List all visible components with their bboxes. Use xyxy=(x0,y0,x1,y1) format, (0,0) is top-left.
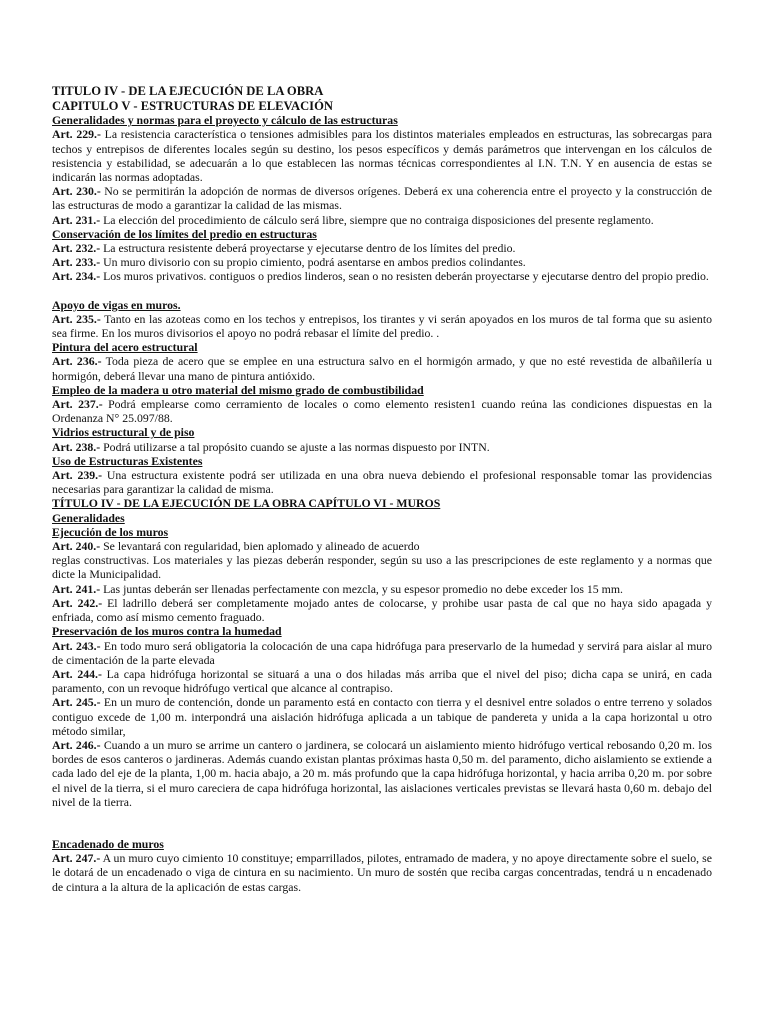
chapter-heading: CAPITULO V - ESTRUCTURAS DE ELEVACIÓN xyxy=(52,98,333,113)
article-237 xyxy=(52,397,712,425)
article-text: La elección del procedimiento de cálculo será libre, siempre que no contraiga disposiciones del presente reglamento. xyxy=(100,212,654,227)
article-text: Un muro divisorio con su propio cimiento, podrá asentarse en ambos predios colindantes. xyxy=(100,255,526,270)
article-239 xyxy=(52,468,712,496)
section-heading-vidrios: Vidrios estructural y de piso xyxy=(52,425,195,440)
article-text: No se permitirán la adopción de normas de diversos orígenes. Deberá ex una coherencia entre el proyecto y la construcción de las estructuras de modo a garantizar la calidad de las mismas. xyxy=(52,184,712,213)
article-247 xyxy=(52,851,712,894)
article-233 xyxy=(52,255,712,269)
section-heading-pintura: Pintura del acero estructural xyxy=(52,340,198,355)
title-heading-muros: TÍTULO IV - DE LA EJECUCIÓN DE LA OBRA CAPÍTULO VI - MUROS xyxy=(52,496,441,511)
article-230 xyxy=(52,184,712,212)
article-number: Art. 246.- xyxy=(52,737,101,752)
article-238 xyxy=(52,440,712,454)
article-text: La resistencia característica o tensiones admisibles para los distintos materiales empleados en estructuras, las sobrecargas para techos y entrepisos de diferentes locales según su destino, los pesos específicos y demás parámetros que intervengan en los cálculos de resistencia y estabilidad, se adecuarán a lo que establecen las normas técnicas correspondientes al I.N. T.N. Y en ausencia de estas se indicarán las normas adoptadas. xyxy=(52,127,712,184)
article-236 xyxy=(52,354,712,382)
article-240-continuation: reglas constructivas. Los materiales y las piezas deberán responder, según su uso a las prescripciones de este reglamento y a normas que dicte la Municipalidad. xyxy=(52,553,712,582)
article-number: Art. 229.- xyxy=(52,127,101,142)
article-text: Podrá emplearse como cerramiento de locales o como elemento resisten1 cuando reúna las condiciones dispuestas en la Ordenanza N° 25.097/88. xyxy=(52,397,712,426)
article-number: Art. 234.- xyxy=(52,269,101,284)
article-text: Se levantará con regularidad, bien aplomado y alineado de acuerdo xyxy=(100,539,420,554)
article-242 xyxy=(52,596,712,624)
article-text: Toda pieza de acero que se emplee en una estructura salvo en el hormigón armado, y que no esté revestida de albañilería u hormigón, deberá llevar una mano de pintura antióxido. xyxy=(52,354,713,383)
article-number: Art. 247.- xyxy=(52,851,101,866)
article-number: Art. 233.- xyxy=(52,255,101,270)
article-text: En todo muro será obligatoria la colocación de una capa hidrófuga para preservarlo de la humedad y servirá para aislar al muro de cimentación de la parte elevada xyxy=(52,638,713,667)
article-text: Una estructura existente podrá ser utilizada en una obra nueva debiendo el profesional responsable tomar las providencias necesarias para garantizar la calidad de misma. xyxy=(52,468,712,497)
section-heading-humedad: Preservación de los muros contra la humedad xyxy=(52,624,282,639)
article-number: Art. 235.- xyxy=(52,311,101,326)
article-number: Art. 241.- xyxy=(52,581,101,596)
article-number: Art. 232.- xyxy=(52,241,101,256)
article-246 xyxy=(52,738,712,809)
section-heading-generalidades: Generalidades y normas para el proyecto y cálculo de las estructuras xyxy=(52,113,398,128)
article-text: A un muro cuyo cimiento 10 constituye; emparrillados, pilotes, entramado de madera, y no apoye directamente sobre el suelo, se le dotará de un encadenado o viga de cintura en su nacimiento. Un muro de sostén que reciba cargas concentradas, tendrá u n encadenado de cintura a la altura de la aplicación de estas cargas. xyxy=(52,851,712,894)
article-number: Art. 236.- xyxy=(52,354,102,369)
article-number: Art. 230.- xyxy=(52,184,101,199)
article-number: Art. 242.- xyxy=(52,595,103,610)
section-heading-apoyo: Apoyo de vigas en muros. xyxy=(52,297,181,312)
article-234 xyxy=(52,269,712,283)
article-number: Art. 237.- xyxy=(52,397,103,412)
article-229 xyxy=(52,127,712,184)
article-text: La capa hidrófuga horizontal se situará a una o dos hiladas más arriba que el nivel del piso; dicha capa se unirá, en cada paramento, con un revoque hidrófugo vertical que alcance al contrapiso. xyxy=(52,666,713,696)
section-heading-encadenado: Encadenado de muros xyxy=(52,836,164,851)
article-232 xyxy=(52,241,712,255)
article-text: El ladrillo deberá ser completamente mojado antes de colocarse, y prohibe usar pasta de cal que no haya sido apagada y enfriada, como así mismo cemento fraguado. xyxy=(52,595,713,625)
article-245 xyxy=(52,695,712,738)
section-heading-generalidades-muros: Generalidades xyxy=(52,510,125,525)
article-number: Art. 243.- xyxy=(52,638,101,653)
article-number: Art. 240.- xyxy=(52,539,101,554)
article-text: En un muro de contención, donde un paramento está en contacto con tierra y el desnivel entre solados o entre terreno y solados contiguo excede de 1,00 m. interpondrá una aislación hidrófuga aplicada a un tabique de pandereta y unida a la capa horizontal u otro método similar, xyxy=(52,695,712,738)
article-number: Art. 239.- xyxy=(52,468,103,483)
title-heading: TITULO IV - DE LA EJECUCIÓN DE LA OBRA xyxy=(52,84,324,98)
article-text: Podrá utilizarse a tal propósito cuando se ajuste a las normas dispuesto por INTN. xyxy=(100,439,490,454)
article-240 xyxy=(52,539,712,553)
article-text: Los muros privativos. contiguos o predios linderos, sean o no resisten deberán proyectarse y ejecutarse dentro del propio predio. xyxy=(100,269,709,284)
section-heading-madera: Empleo de la madera u otro material del mismo grado de combustibilidad xyxy=(52,382,424,397)
article-text: Las juntas deberán ser llenadas perfectamente con mezcla, y su espesor promedio no debe exceder los 15 mm. xyxy=(100,581,623,596)
section-heading-existentes: Uso de Estructuras Existentes xyxy=(52,453,203,468)
article-number: Art. 238.- xyxy=(52,439,101,454)
article-235 xyxy=(52,312,712,340)
article-231 xyxy=(52,213,712,227)
article-244 xyxy=(52,667,712,695)
article-243 xyxy=(52,639,712,667)
article-number: Art. 231.- xyxy=(52,212,101,227)
section-heading-ejecucion: Ejecución de los muros xyxy=(52,524,169,539)
article-number: Art. 244.- xyxy=(52,666,102,681)
article-241 xyxy=(52,582,712,596)
article-text: La estructura resistente deberá proyectarse y ejecutarse dentro de los límites del predio. xyxy=(100,241,516,256)
section-heading-conservacion: Conservación de los límites del predio en estructuras xyxy=(52,226,317,241)
article-number: Art. 245.- xyxy=(52,695,101,710)
article-text: Tanto en las azoteas como en los techos y entrepisos, los tirantes y vi serán apoyados en los muros de tal forma que su asiento sea firme. En los muros divisorios el apoyo no podrá rebasar el límite del predio. . xyxy=(52,311,712,341)
article-text: Cuando a un muro se arrime un cantero o jardinera, se colocará un aislamiento miento hidrófugo vertical rebosando 0,20 m. los bordes de esos canteros o jardineras. Además cuando existan plantas próximas hasta 0,50 m. del paramento, dicho aislamiento se extiende a cada lado del eje de la planta, 1,00 m. hacia abajo, a 20 m. más profundo que la capa hidrófuga horizontal, y hacia arriba 0,20 m. por sobre el nivel de la tierra, si el muro careciera de capa hidrófuga horizontal, las aislaciones verticales previstas se llevará hasta 0,60 m. debajo del nivel de la tierra. xyxy=(52,737,713,809)
